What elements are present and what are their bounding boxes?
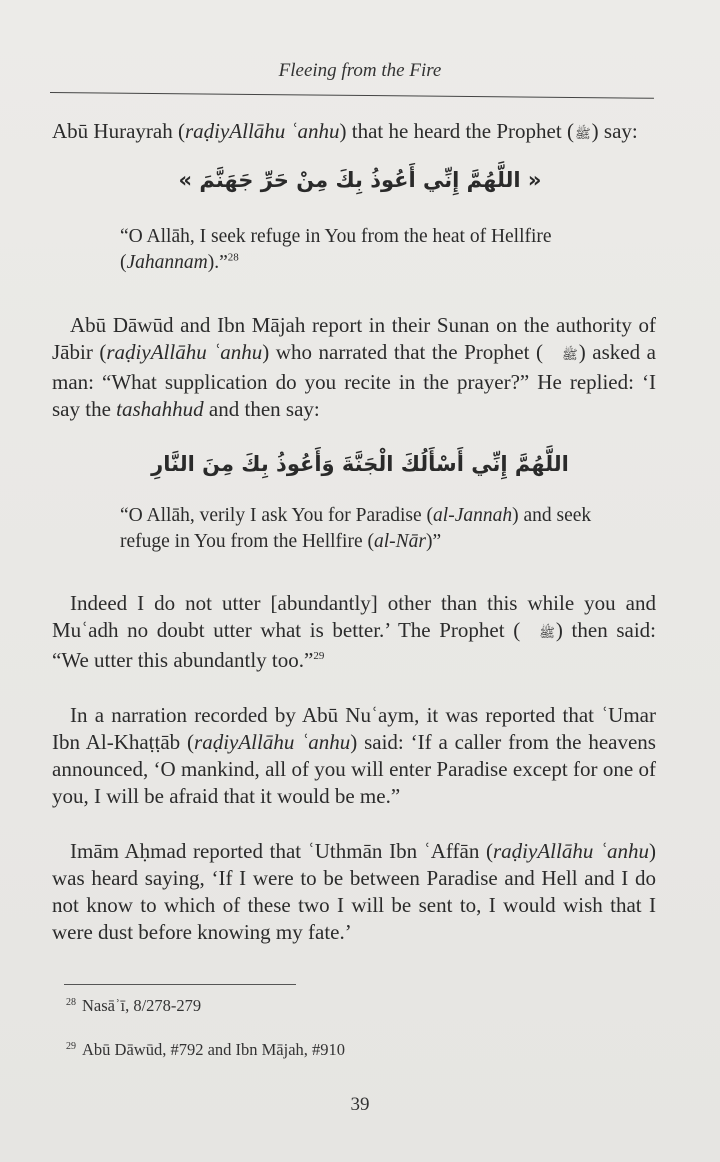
salawat-icon: ﷺ [574, 127, 591, 142]
paragraph-5 [52, 838, 656, 946]
honorific: raḍiyAllāhu ʿanhu [493, 839, 649, 863]
para4-pre: In a narration recorded by Abū Nuʿaym, it was reported that ʿUmar Ibn Al-Khaṭṭāb ( [52, 703, 656, 754]
footnote-text: Nasāʾī, 8/278-279 [82, 996, 202, 1015]
para3-pre: Indeed I do not utter [abundantly] other than this while you and Muʿadh no doubt utter what is better.’ The Prophet ( [52, 591, 656, 642]
paragraph-4 [52, 702, 656, 810]
arabic-dua-2: اللَّهُمَّ إِنِّي أَسْأَلُكَ الْجَنَّةَ وَأَعُوذُ بِكَ مِنَ النَّارِ [151, 452, 569, 476]
honorific: raḍiyAllāhu ʿanhu [194, 730, 351, 754]
para4-post: ) said: ‘If a caller from the heavens announced, ‘O mankind, all of you will enter Paradise except for one of you, I will be afraid that it would be me.” [52, 730, 656, 808]
para2-mid: ) who narrated that the Prophet ( [262, 340, 543, 364]
honorific: raḍiyAllāhu ʿanhu [184, 119, 340, 143]
dua2-trans-post: )” [426, 531, 442, 552]
arabic-dua-1: « اللَّهُمَّ إِنِّي أَعُوذُ بِكَ مِنْ حَرِّ جَهَنَّمَ » [178, 168, 542, 192]
footnote-number: 29 [66, 1040, 76, 1052]
footnote-rule [64, 984, 296, 985]
dua1-trans-post: ).” [207, 252, 228, 273]
para1-pre: Abū Hurayrah ( [52, 119, 185, 143]
page-number: 39 [350, 1094, 370, 1115]
footnote-text: Abū Dāwūd, #792 and Ibn Mājah, #910 [82, 1040, 346, 1059]
paragraph-1 [52, 118, 656, 148]
dua-1-translation [120, 224, 600, 276]
para1-tail: ) say: [591, 119, 638, 143]
dua2-trans-mid: ) and seek refuge in You from the Hellfire ( [120, 505, 592, 552]
footnote-number: 28 [66, 996, 76, 1008]
paragraph-3 [52, 590, 656, 674]
term-al-jannah: al-Jannah [433, 505, 513, 526]
para3-post: ) then said: “We utter this abundantly too.” [52, 618, 656, 672]
running-head: Fleeing from the Fire [278, 60, 442, 81]
para2-post: and then say: [203, 397, 320, 421]
term-tashahhud: tashahhud [116, 397, 204, 421]
footnote-29 [66, 1040, 626, 1060]
honorific: raḍiyAllāhu ʿanhu [106, 340, 263, 364]
dua-2-translation [120, 503, 600, 555]
footnote-ref-29: 29 [313, 650, 325, 662]
para2-mid2: ) asked a man: “What supplication do you recite in the prayer?” He replied: ‘I say the [52, 340, 656, 421]
dua1-trans-pre: “O Allāh, I seek refuge in You from the heat of Hellfire ( [120, 226, 552, 273]
para2-pre: Abū Dāwūd and Ibn Mājah report in their Sunan on the authority of Jābir ( [52, 313, 656, 364]
footnote-28 [66, 996, 626, 1016]
para5-post: ) was heard saying, ‘If I were to be between Paradise and Hell and I do not know to which of these two I will be sent to, I would wish that I were dust before knowing my fate.’ [52, 839, 656, 944]
term-jahannam: Jahannam [126, 252, 208, 273]
para5-pre: Imām Aḥmad reported that ʿUthmān Ibn ʿAffān ( [70, 839, 493, 863]
footnote-ref-28: 28 [227, 251, 239, 264]
para1-post: ) that he heard the Prophet ( [339, 119, 574, 143]
term-al-nar: al-Nār [373, 531, 426, 552]
dua2-trans-pre: “O Allāh, verily I ask You for Paradise ( [120, 505, 434, 526]
paragraph-2 [52, 312, 656, 423]
salawat-icon: ﷺ [539, 626, 555, 641]
header-rule [50, 92, 654, 99]
salawat-icon: ﷺ [562, 348, 578, 363]
